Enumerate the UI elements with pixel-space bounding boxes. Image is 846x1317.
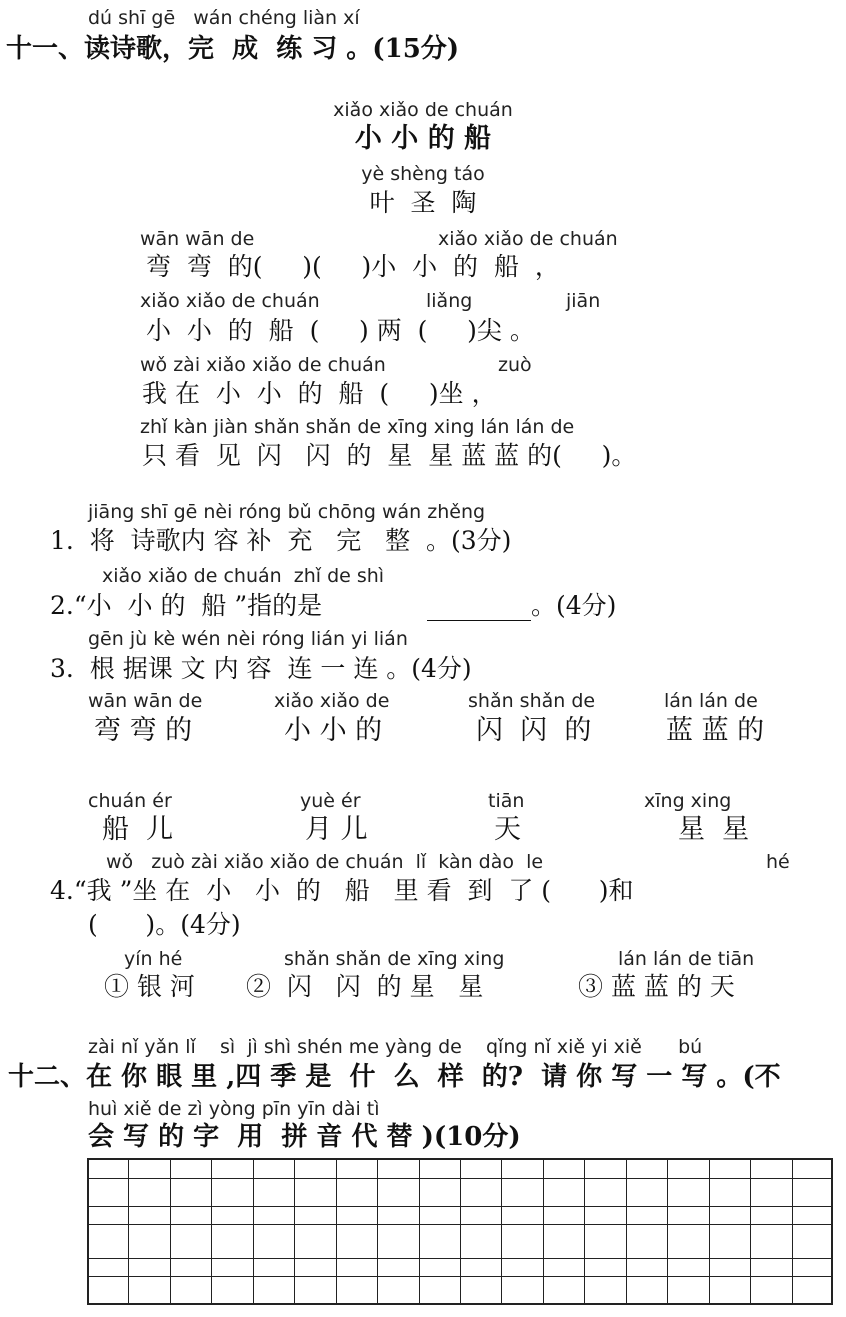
section12-title-b: 会 写 的 字 用 拼 音 代 替 )(10分) — [88, 1122, 521, 1152]
q4-option-pinyin-2: shǎn shǎn de xīng xing — [284, 948, 505, 970]
grid-column-line — [253, 1158, 254, 1303]
grid-column-line — [377, 1158, 378, 1303]
grid-column-line — [211, 1158, 212, 1303]
poem-line4-pinyin: zhǐ kàn jiàn shǎn shǎn de xīng xing lán lán de — [140, 416, 575, 438]
poem-line1-pinyin-a: wān wān de — [140, 228, 255, 250]
writing-grid[interactable] — [87, 1158, 833, 1303]
q1-pinyin: jiāng shī gē nèi róng bǔ chōng wán zhěng — [88, 501, 486, 523]
q4-text-a: 4.“我 ”坐 在 小 小 的 船 里 看 到 了 ( )和 — [50, 876, 634, 905]
q3-bottom-pinyin-2: yuè ér — [300, 790, 361, 812]
section12-pinyin-b: huì xiě de zì yòng pīn yīn dài tì — [88, 1098, 380, 1120]
q4-text-b: ( )。(4分) — [88, 910, 241, 939]
q3-top-pinyin-4: lán lán de — [664, 690, 758, 712]
q3-bottom-word-4[interactable]: 星 星 — [678, 814, 750, 845]
grid-column-line — [170, 1158, 171, 1303]
poem-line3-pinyin-b: zuò — [498, 354, 532, 376]
poem-title: 小 小 的 船 — [354, 123, 492, 154]
q2-answer-blank[interactable] — [427, 620, 531, 621]
q3-bottom-pinyin-4: xīng xing — [644, 790, 732, 812]
grid-column-line — [626, 1158, 627, 1303]
grid-column-line — [87, 1158, 89, 1303]
section12-pinyin-a: zài nǐ yǎn lǐ sì jì shì shén me yàng de qǐng nǐ xiě yi xiě bú — [88, 1036, 703, 1058]
grid-column-line — [792, 1158, 793, 1303]
grid-column-line — [543, 1158, 544, 1303]
q4-pinyin-b: hé — [766, 851, 790, 873]
grid-column-line — [501, 1158, 502, 1303]
poem-line2-pinyin-b: liǎng — [426, 290, 473, 312]
grid-column-line — [584, 1158, 585, 1303]
q4-option-1[interactable]: ① 银 河 — [104, 972, 195, 1001]
q3-top-word-4[interactable]: 蓝 蓝 的 — [666, 715, 765, 746]
q4-option-pinyin-1: yín hé — [124, 948, 183, 970]
q2-text-a: 2.“小 小 的 船 ”指的是 — [50, 591, 323, 620]
poem-line1-pinyin-b: xiǎo xiǎo de chuán — [438, 228, 618, 250]
q3-bottom-pinyin-1: chuán ér — [88, 790, 172, 812]
grid-column-line — [750, 1158, 751, 1303]
q3-top-word-2[interactable]: 小 小 的 — [284, 715, 383, 746]
q2-text-b: 。(4分) — [531, 591, 617, 620]
q3-text: 3. 根 据课 文 内 容 连 一 连 。(4分) — [50, 654, 472, 683]
poem-line2-pinyin-c: jiān — [566, 290, 601, 312]
q3-bottom-word-2[interactable]: 月 儿 — [305, 814, 368, 845]
grid-row-line — [87, 1303, 833, 1305]
q4-option-pinyin-3: lán lán de tiān — [618, 948, 755, 970]
q3-bottom-pinyin-3: tiān — [488, 790, 525, 812]
poem-author: 叶 圣 陶 — [369, 188, 477, 217]
grid-column-line — [294, 1158, 295, 1303]
q4-option-2[interactable]: ② 闪 闪 的 星 星 — [246, 972, 484, 1001]
q1-text: 1. 将 诗歌内 容 补 充 完 整 。(3分) — [50, 526, 512, 555]
grid-column-line — [336, 1158, 337, 1303]
section11-pinyin: dú shī gē wán chéng liàn xí — [88, 7, 360, 29]
q3-bottom-word-3[interactable]: 天 — [494, 814, 521, 845]
poem-line1-text: 弯 弯 的( )( )小 小 的 船 ， — [146, 252, 560, 281]
q4-pinyin-a: wǒ zuò zài xiǎo xiǎo de chuán lǐ kàn dào le — [106, 851, 544, 873]
q3-top-word-1[interactable]: 弯 弯 的 — [94, 715, 193, 746]
section11-title: 十一、读诗歌，完 成 练 习 。(15分) — [6, 34, 460, 64]
poem-line3-pinyin-a: wǒ zài xiǎo xiǎo de chuán — [140, 354, 386, 376]
q2-pinyin: xiǎo xiǎo de chuán zhǐ de shì — [102, 565, 385, 587]
poem-line2-text: 小 小 的 船 ( ) 两 ( )尖 。 — [146, 316, 535, 345]
q3-top-word-3[interactable]: 闪 闪 的 — [476, 715, 592, 746]
q3-pinyin: gēn jù kè wén nèi róng lián yi lián — [88, 628, 408, 650]
grid-column-line — [831, 1158, 833, 1303]
poem-line4-text: 只 看 见 闪 闪 的 星 星 蓝 蓝 的( )。 — [142, 441, 637, 470]
section12-title-a: 十二、在 你 眼 里 ,四 季 是 什 么 样 的? 请 你 写 一 写 。(不 — [8, 1062, 781, 1092]
q3-top-pinyin-3: shǎn shǎn de — [468, 690, 596, 712]
poem-line2-pinyin-a: xiǎo xiǎo de chuán — [140, 290, 320, 312]
q3-top-pinyin-2: xiǎo xiǎo de — [274, 690, 390, 712]
poem-line3-text: 我 在 小 小 的 船 ( )坐 ， — [142, 379, 497, 408]
q4-option-3[interactable]: ③ 蓝 蓝 的 天 — [578, 972, 735, 1001]
poem-title-pinyin: xiǎo xiǎo de chuán — [333, 99, 513, 121]
q3-top-pinyin-1: wān wān de — [88, 690, 203, 712]
q3-bottom-word-1[interactable]: 船 儿 — [102, 814, 174, 845]
grid-column-line — [667, 1158, 668, 1303]
poem-author-pinyin: yè shèng táo — [361, 163, 485, 185]
grid-column-line — [419, 1158, 420, 1303]
grid-column-line — [709, 1158, 710, 1303]
grid-column-line — [128, 1158, 129, 1303]
grid-column-line — [460, 1158, 461, 1303]
